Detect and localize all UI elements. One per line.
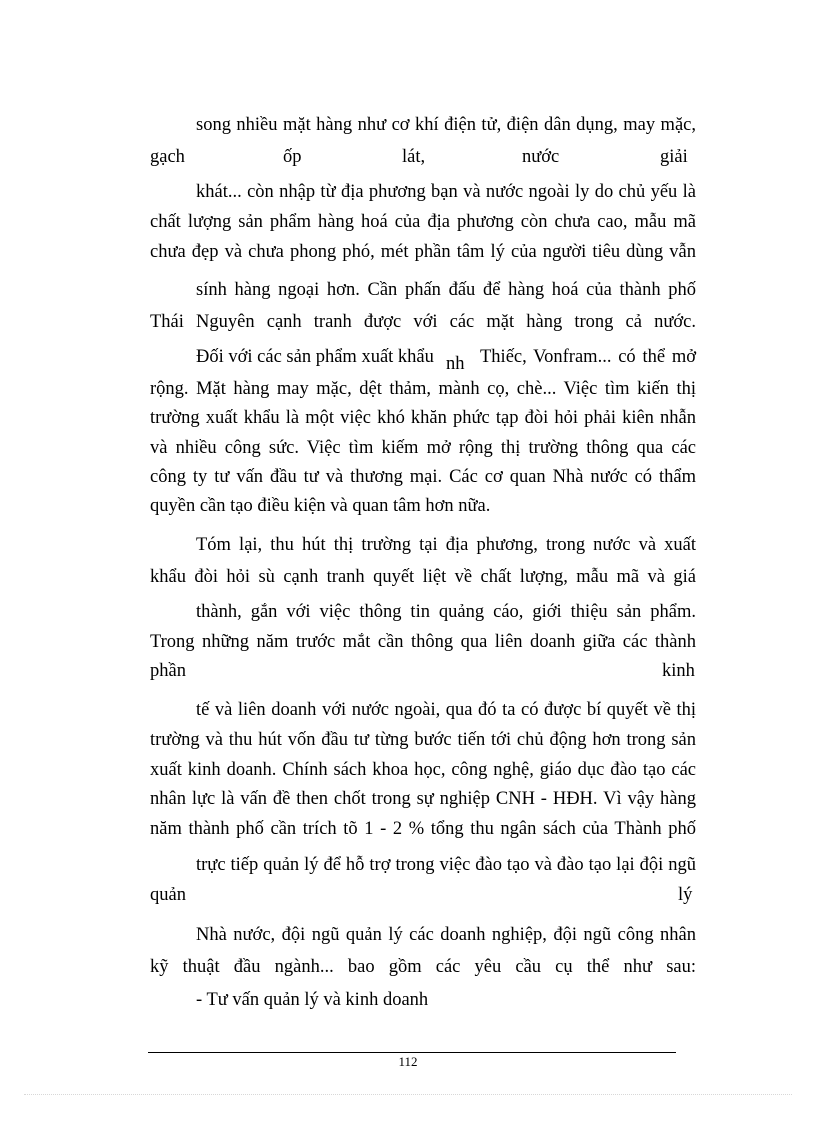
- text-fragment: Thiếc, Vonfram... có thể mở: [480, 347, 696, 367]
- text-line: kỹ thuật đầu ngành... bao gồm các yêu cầu cụ thể như sau:: [150, 957, 696, 977]
- text-line: năm thành phố cần trích tõ 1 - 2 % tổng thu ngân sách của Thành phố: [150, 819, 696, 839]
- text-line: tế và liên doanh với nước ngoài, qua đó ta có được bí quyết về thị: [196, 700, 696, 720]
- text-word: ốp: [283, 147, 302, 167]
- text-word: giải: [660, 147, 688, 167]
- text-line: chưa đẹp và chưa phong phó, mét phần tâm lý của người tiêu dùng vẫn: [150, 242, 696, 262]
- text-line: công ty tư vấn đầu tư và thương mại. Các cơ quan Nhà nước có thẩm: [150, 467, 696, 487]
- text-line: Trong những năm trước mắt cần thông qua liên doanh giữa các thành: [150, 632, 696, 652]
- text-word: quản: [150, 885, 186, 905]
- text-fragment: Đối với các sản phẩm xuất khẩu: [196, 347, 434, 367]
- text-line: khát... còn nhập từ địa phương bạn và nước ngoài ly do chủ yếu là: [196, 182, 696, 202]
- page-edge-divider: [24, 1094, 792, 1095]
- text-line: trường xuất khẩu là một việc khó khăn phức tạp đòi hỏi phải kiên nhẫn: [150, 408, 696, 428]
- page-number: 112: [398, 1054, 418, 1069]
- text-line: Nhà nước, đội ngũ quản lý các doanh nghiệp, đội ngũ công nhân: [196, 925, 696, 945]
- text-line: nhân lực là vấn đề then chốt trong sự nghiệp CNH - HĐH. Vì vậy hàng: [150, 789, 696, 809]
- text-line: Tóm lại, thu hút thị trường tại địa phương, trong nước và xuất: [196, 535, 696, 555]
- text-line: chất lượng sản phẩm hàng hoá của địa phương còn chưa cao, mẫu mã: [150, 212, 696, 232]
- text-line: song nhiều mặt hàng như cơ khí điện tử, điện dân dụng, may mặc,: [196, 115, 696, 135]
- text-line: trường và thu hút vốn đầu tư từng bước tiến tới chủ động hơn trong sản: [150, 730, 696, 750]
- text-line: Thái Nguyên cạnh tranh được với các mặt hàng trong cả nước.: [150, 312, 696, 332]
- text-line: thành, gắn với việc thông tin quảng cáo, giới thiệu sản phẩm.: [196, 602, 696, 622]
- text-line: trực tiếp quản lý để hỗ trợ trong việc đào tạo và đào tạo lại đội ngũ: [196, 855, 696, 875]
- text-line: - Tư vấn quản lý và kinh doanh: [196, 990, 429, 1010]
- text-line: rộng. Mặt hàng may mặc, dệt thảm, mành cọ, chè... Việc tìm kiến thị: [150, 379, 696, 399]
- text-line: sính hàng ngoại hơn. Cần phấn đấu để hàng hoá của thành phố: [196, 280, 696, 300]
- footer-rule: [148, 1052, 676, 1053]
- text-word: nước: [522, 147, 560, 167]
- text-line: quyền cần tạo điều kiện và quan tâm hơn nữa.: [150, 496, 491, 516]
- text-word: gạch: [150, 147, 185, 167]
- text-line: và nhiều công sức. Việc tìm kiếm mở rộng thị trường thông qua các: [150, 438, 696, 458]
- text-word: lát,: [402, 147, 426, 167]
- text-word: lý: [678, 885, 693, 905]
- text-fragment: nh: [446, 354, 465, 374]
- text-line: xuất kinh doanh. Chính sách khoa học, công nghệ, giáo dục đào tạo các: [150, 760, 696, 780]
- text-word: kinh: [662, 661, 695, 681]
- text-word: phần: [150, 661, 186, 681]
- text-line: khẩu đòi hỏi sù cạnh tranh quyết liệt về chất lượng, mẫu mã và giá: [150, 567, 696, 587]
